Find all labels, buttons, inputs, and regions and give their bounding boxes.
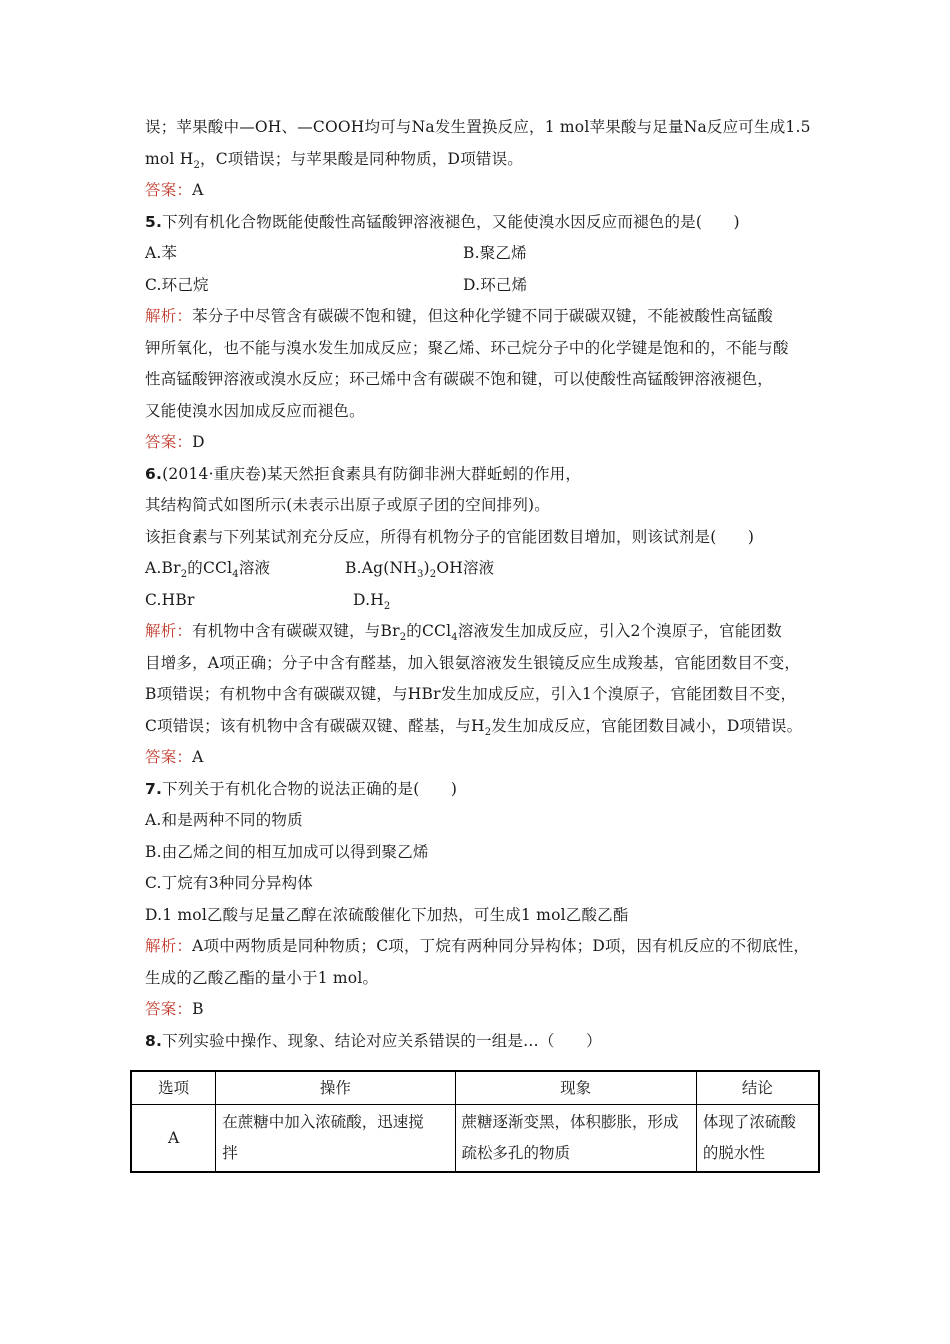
table-header-cell: 结论 <box>696 1071 819 1105</box>
analysis-line: C项错误；该有机物中含有碳碳双键、醛基，与$H_2$发生加成反应，官能团数目减小，D项错误。 <box>145 716 803 738</box>
answer-line: 答案：B <box>145 1000 204 1018</box>
answer-label: 答案： <box>145 433 193 451</box>
text-line: 误；苹果酸中—OH、—COOH均可与Na发生置换反应，1 mol苹果酸与足量Na反应可生成1.5 <box>145 118 811 136</box>
analysis-line: 解析：苯分子中尽管含有碳碳不饱和键，但这种化学键不同于碳碳双键，不能被酸性高锰酸 <box>145 307 774 325</box>
document-body <box>145 112 825 1057</box>
analysis-line: 目增多，A项正确；分子中含有醛基，加入银氨溶液发生银镜反应生成羧基，官能团数目不变， <box>145 653 801 672</box>
question-6-options-ab: $A.Br_2$的CCl$_4$溶液 $B.Ag(NH_3)_2OH$溶液 <box>145 559 495 581</box>
analysis-line: 又能使溴水因加成反应而褪色。 <box>145 401 365 420</box>
table-header-cell: 操作 <box>216 1071 455 1105</box>
analysis-label: 解析： <box>145 937 193 955</box>
table-header-row <box>131 1071 819 1105</box>
analysis-line: 钾所氧化，也不能与溴水发生加成反应；聚乙烯、环己烷分子中的化学键是饱和的，不能与酸 <box>145 338 789 357</box>
analysis-line: 解析：有机物中含有碳碳双键，与$Br_2$的CCl$_4$溶液发生加成反应，引入2个溴原子，官能团数 <box>145 622 782 644</box>
analysis-label: 解析： <box>145 307 193 325</box>
analysis-line: 性高锰酸钾溶液或溴水反应；环己烯中含有碳碳不饱和键，可以使酸性高锰酸钾溶液褪色， <box>145 370 774 388</box>
table-cell-phenomenon: 蔗糖逐渐变黑，体积膨胀，形成 疏松多孔的物质 <box>455 1105 696 1173</box>
answer-line: 答案：A <box>145 748 204 766</box>
text-line: mol $H_2$，C项错误；与苹果酸是同种物质，D项错误。 <box>145 149 523 171</box>
question-6-stem: 其结构简式如图所示(未表示出原子或原子团的空间排列)。 <box>145 496 550 514</box>
question-7-option-c: C.丁烷有3种同分异构体 <box>145 874 313 892</box>
table-header-cell: 现象 <box>455 1071 696 1105</box>
question-7-option-b: B.由乙烯之间的相互加成可以得到聚乙烯 <box>145 842 429 861</box>
question-5-options-ab: A.苯 B.聚乙烯 <box>145 244 527 262</box>
question-7-option-a: A.和是两种不同的物质 <box>145 811 303 829</box>
analysis-line: 解析：A项中两物质是同种物质；C项，丁烷有两种同分异构体；D项，因有机反应的不彻底性， <box>145 937 810 955</box>
answer-label: 答案： <box>145 181 193 199</box>
analysis-line: B项错误；有机物中含有碳碳双键，与HBr发生加成反应，引入1个溴原子，官能团数目不变， <box>145 685 797 703</box>
table-row <box>131 1105 819 1173</box>
question-8-stem: 8.下列实验中操作、现象、结论对应关系错误的一组是…（ ） <box>145 1031 602 1050</box>
table-cell-operation: 在蔗糖中加入浓硫酸，迅速搅 拌 <box>216 1105 455 1173</box>
experiment-table <box>130 1070 820 1173</box>
analysis-line: 生成的乙酸乙酯的量小于1 mol。 <box>145 968 379 987</box>
question-6-stem: 6.(2014·重庆卷)某天然拒食素具有防御非洲大群蚯蚓的作用， <box>145 464 582 483</box>
question-5-stem: 5.下列有机化合物既能使酸性高锰酸钾溶液褪色，又能使溴水因反应而褪色的是( ) <box>145 212 740 231</box>
answer-label: 答案： <box>145 748 193 766</box>
table-cell-conclusion: 体现了浓硫酸 的脱水性 <box>696 1105 819 1173</box>
question-7-stem: 7.下列关于有机化合物的说法正确的是( ) <box>145 779 458 798</box>
question-7-option-d: D.1 mol乙酸与足量乙醇在浓硫酸催化下加热，可生成1 mol乙酸乙酯 <box>145 905 629 924</box>
question-5-options-cd: C.环己烷 D.环己烯 <box>145 275 528 294</box>
question-6-options-cd: C.HBr $D.H_2$ <box>145 590 391 612</box>
table-header-cell: 选项 <box>131 1071 216 1105</box>
question-6-stem: 该拒食素与下列某试剂充分反应，所得有机物分子的官能团数目增加，则该试剂是( ) <box>145 527 755 546</box>
analysis-label: 解析： <box>145 622 193 640</box>
answer-label: 答案： <box>145 1000 193 1018</box>
answer-line: 答案：D <box>145 433 205 451</box>
answer-line: 答案：A <box>145 181 204 199</box>
table-cell-option: A <box>131 1105 216 1173</box>
